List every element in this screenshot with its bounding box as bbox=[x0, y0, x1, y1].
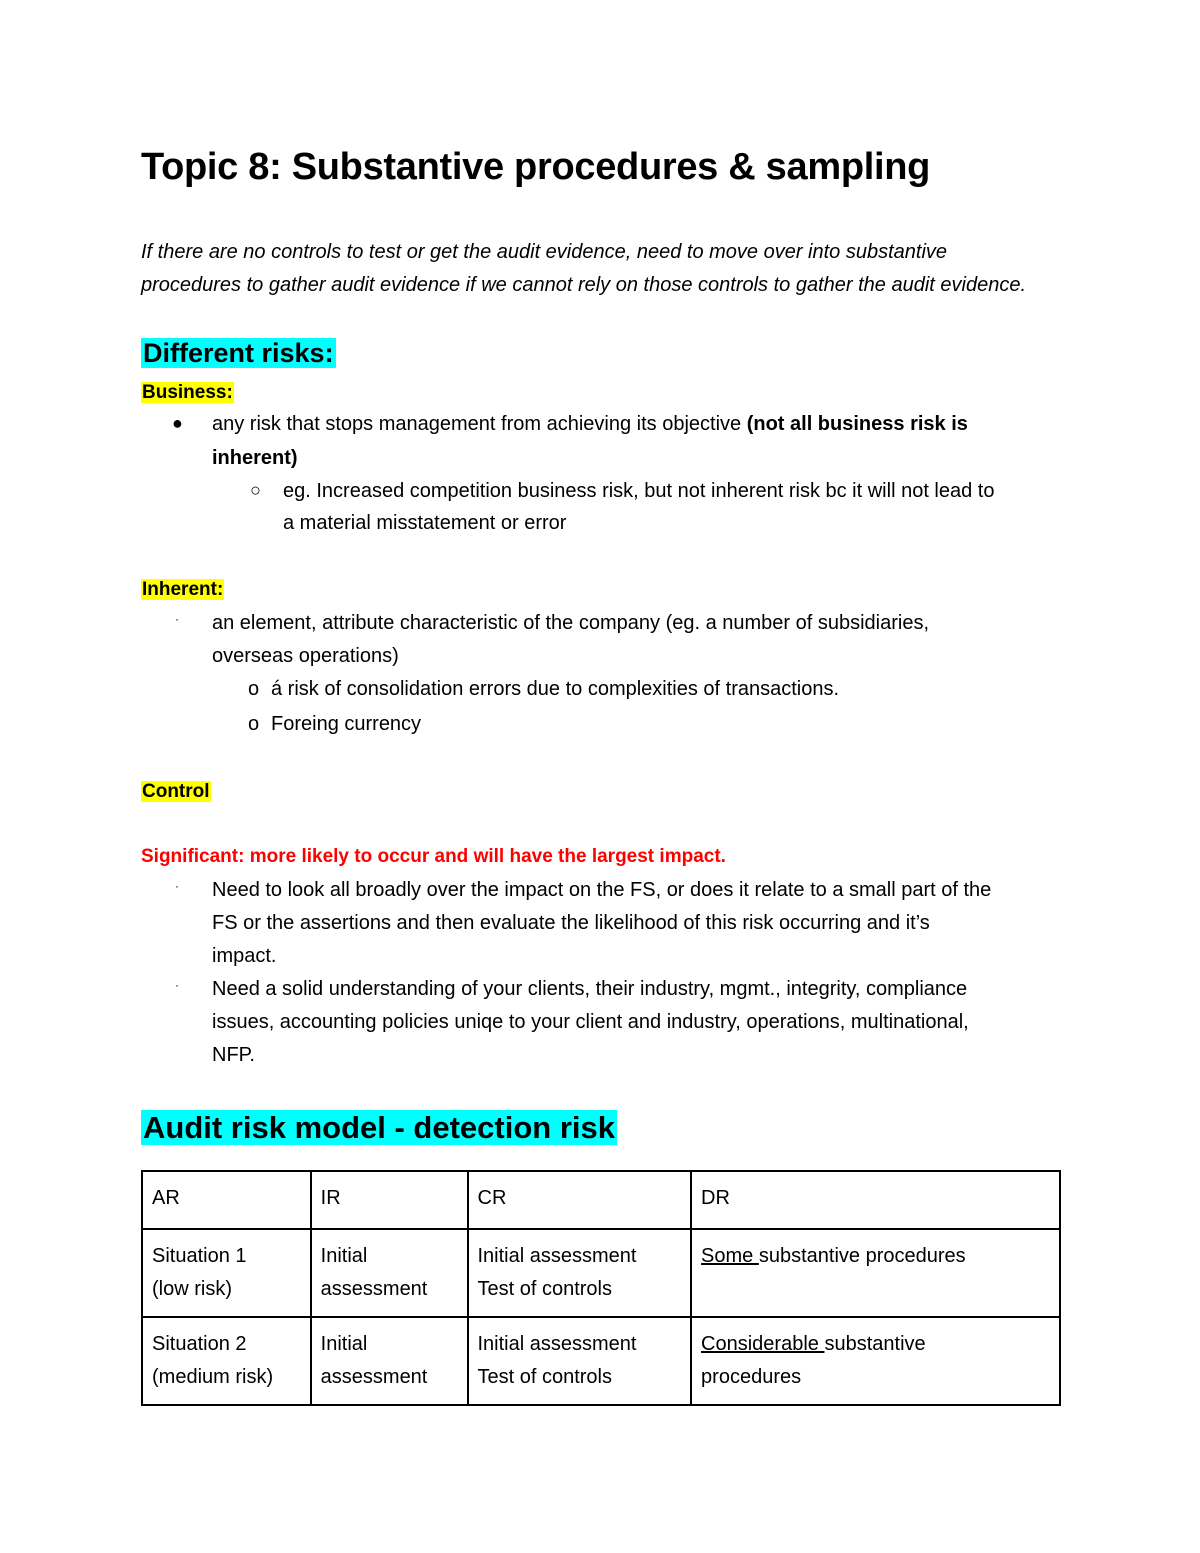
business-bullet-line2: inherent) bbox=[212, 447, 298, 469]
sub-bullet-o-icon: o bbox=[248, 713, 260, 735]
column-header-dr: DR bbox=[691, 1171, 1060, 1229]
cell-dr bbox=[691, 1317, 1060, 1405]
bullet-small-dot-icon: · bbox=[175, 879, 179, 893]
table-row bbox=[142, 1317, 1060, 1405]
significant-b1-line2: FS or the assertions and then evaluate the likelihood of this risk occurring and it’s bbox=[212, 912, 930, 934]
cell-line: Situation 2 bbox=[152, 1333, 247, 1355]
inherent-sub2: Foreing currency bbox=[271, 713, 422, 735]
table-row bbox=[142, 1229, 1060, 1317]
cell-line: Initial bbox=[320, 1333, 368, 1355]
inherent-sub1: á risk of consolidation errors due to complexities of transactions. bbox=[271, 678, 840, 700]
cell-cr bbox=[468, 1317, 692, 1405]
cell-line: (medium risk) bbox=[152, 1366, 274, 1388]
significant-b2-line2: issues, accounting policies uniqe to your client and industry, operations, multinational, bbox=[212, 1011, 969, 1033]
audit-risk-table bbox=[141, 1170, 1061, 1406]
business-label: Business: bbox=[142, 382, 233, 403]
bullet-small-dot-icon: · bbox=[175, 978, 179, 992]
dr-rest: substantive procedures bbox=[758, 1245, 966, 1267]
cell-ar bbox=[142, 1229, 311, 1317]
bullet-small-dot-icon: · bbox=[175, 612, 179, 626]
control-label: Control bbox=[142, 781, 210, 802]
cell-line: Test of controls bbox=[477, 1366, 613, 1388]
cell-ar bbox=[142, 1317, 311, 1405]
audit-risk-model-heading bbox=[141, 1110, 617, 1146]
dr-underlined: Some bbox=[701, 1245, 759, 1267]
significant-b2-line1: Need a solid understanding of your clients, their industry, mgmt., integrity, compliance bbox=[212, 978, 968, 1000]
dr-rest: substantive bbox=[824, 1333, 926, 1355]
inherent-bullet-line1: an element, attribute characteristic of the company (eg. a number of subsidiaries, bbox=[212, 612, 930, 634]
page-title: Topic 8: Substantive procedures & sampling bbox=[141, 146, 931, 188]
different-risks-heading bbox=[141, 338, 336, 369]
business-bullet-line1 bbox=[212, 413, 968, 436]
bullet-dot-icon: ● bbox=[172, 413, 183, 433]
significant-label: Significant: more likely to occur and will have the largest impact. bbox=[141, 846, 726, 867]
cell-line bbox=[701, 1328, 1051, 1361]
sub-bullet-circle-icon: ○ bbox=[250, 480, 261, 500]
inherent-bullet-line2: overseas operations) bbox=[212, 645, 399, 667]
different-risks-heading-text: Different risks: bbox=[143, 338, 334, 368]
cell-line: Test of controls bbox=[477, 1278, 613, 1300]
sub-bullet-o-icon: o bbox=[248, 678, 260, 700]
intro-paragraph: If there are no controls to test or get the audit evidence, need to move over into substantive procedures to gather audit evidence if we cannot rely on those controls to gather the audit evidence. bbox=[141, 241, 1026, 296]
audit-risk-model-heading-text: Audit risk model - detection risk bbox=[143, 1110, 615, 1145]
dr-underlined: Considerable bbox=[701, 1333, 825, 1355]
business-sub-line2: a material misstatement or error bbox=[283, 512, 567, 534]
column-header-cr: CR bbox=[468, 1171, 692, 1229]
cell-ir bbox=[311, 1229, 468, 1317]
table-header-row bbox=[142, 1171, 1060, 1229]
significant-b1-line3: impact. bbox=[212, 945, 277, 967]
business-bullet-text: any risk that stops management from achieving its objective bbox=[212, 413, 747, 435]
column-header-ir: IR bbox=[311, 1171, 468, 1229]
inherent-label-row bbox=[141, 579, 224, 601]
control-label-row bbox=[141, 781, 211, 803]
business-label-row bbox=[141, 382, 234, 404]
significant-b2-line3: NFP. bbox=[212, 1044, 255, 1066]
business-sub-line1: eg. Increased competition business risk, but not inherent risk bc it will not lead to bbox=[283, 480, 995, 502]
cell-line: (low risk) bbox=[152, 1278, 232, 1300]
inherent-label: Inherent: bbox=[142, 579, 224, 600]
cell-line bbox=[701, 1240, 1051, 1273]
cell-dr bbox=[691, 1229, 1060, 1317]
cell-line: Initial assessment bbox=[477, 1333, 637, 1355]
cell-line: Initial bbox=[320, 1245, 368, 1267]
column-header-ar: AR bbox=[142, 1171, 311, 1229]
significant-b1-line1: Need to look all broadly over the impact on the FS, or does it relate to a small part of the bbox=[212, 879, 992, 901]
cell-ir bbox=[311, 1317, 468, 1405]
cell-line: Initial assessment bbox=[477, 1245, 637, 1267]
cell-cr bbox=[468, 1229, 692, 1317]
cell-line: procedures bbox=[701, 1366, 802, 1388]
cell-line: assessment bbox=[320, 1278, 428, 1300]
cell-line: assessment bbox=[320, 1366, 428, 1388]
business-bullet-bold: (not all business risk is bbox=[746, 413, 968, 435]
cell-line: Situation 1 bbox=[152, 1245, 247, 1267]
